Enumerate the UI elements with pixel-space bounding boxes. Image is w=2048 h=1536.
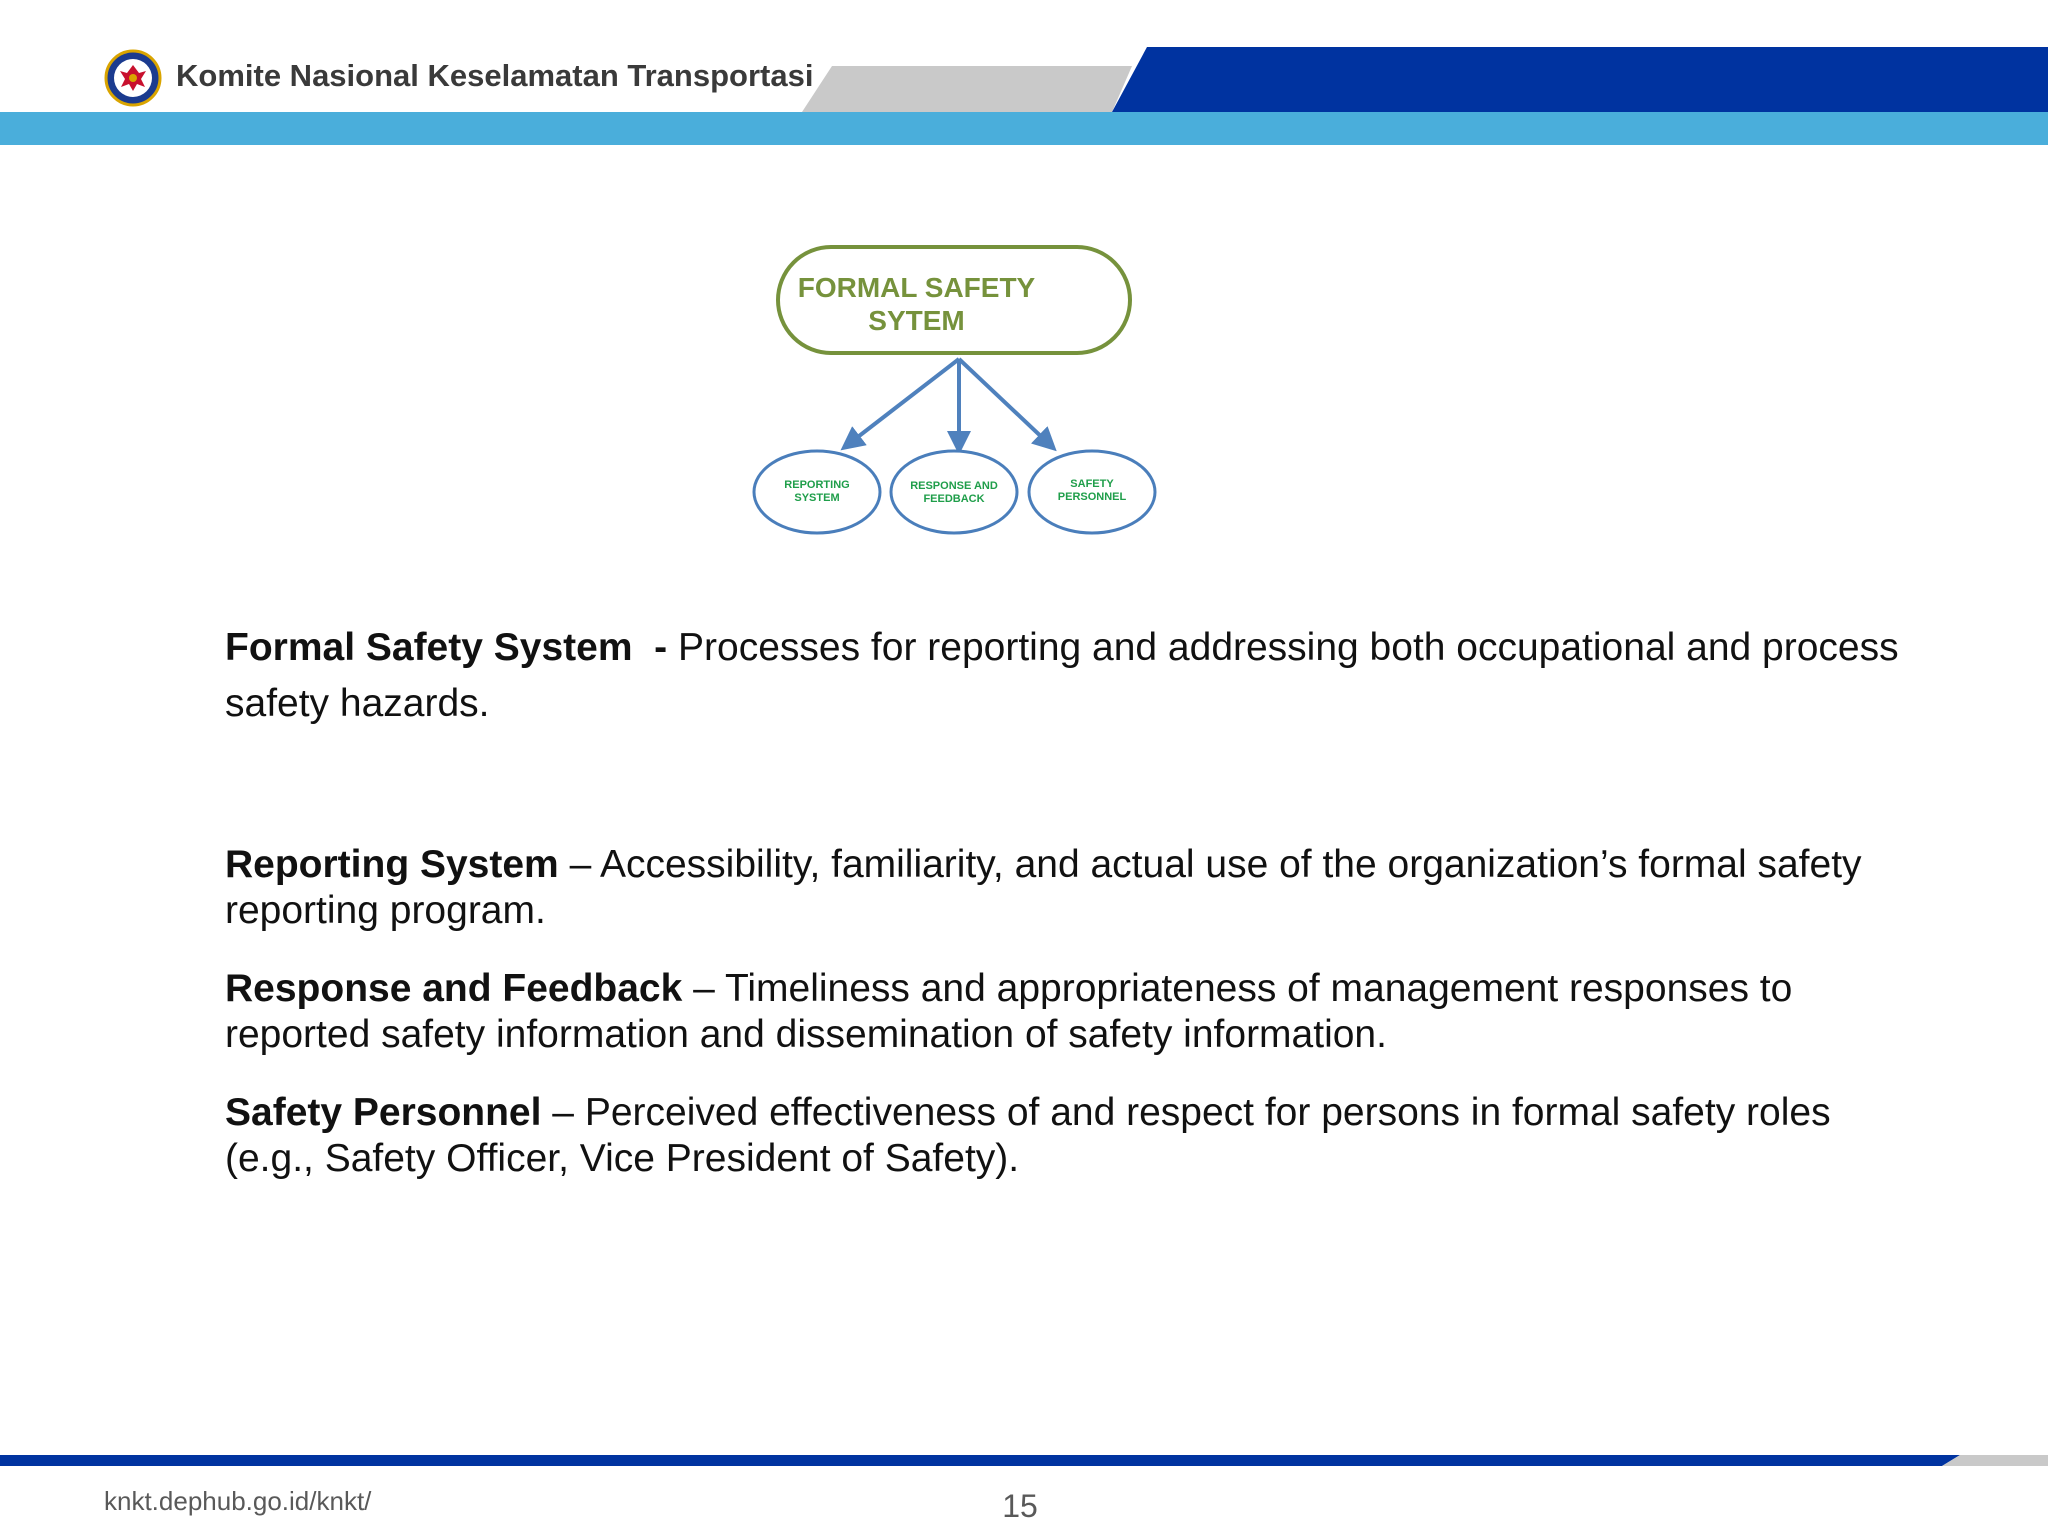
child-line-1: RESPONSE AND <box>910 480 998 492</box>
page-number: 15 <box>1002 1488 1038 1524</box>
child-line-1: REPORTING <box>784 479 850 491</box>
definition-text: Accessibility, familiarity, and actual use of the organization’s formal safety reporting program. <box>225 843 1862 932</box>
light-blue-band <box>0 112 2048 145</box>
definition-separator: – <box>558 843 600 886</box>
organization-name: Komite Nasional Keselamatan Transportasi <box>176 58 814 93</box>
definition-term: Response and Feedback <box>225 967 683 1010</box>
footer-dark-blue-band <box>0 1455 1960 1466</box>
definition-text: Processes for reporting and addressing both occupational and process safety hazards. <box>225 626 1899 725</box>
root-line-2: SYTEM <box>868 305 965 336</box>
child-line-2: FEEDBACK <box>923 493 985 505</box>
knkt-logo-icon <box>104 49 162 107</box>
definition-text: Perceived effectiveness of and respect for persons in formal safety roles (e.g., Safety Officer, Vice President of Safety). <box>225 1091 1831 1180</box>
arrow-to-reporting <box>850 359 959 443</box>
definition-separator: – <box>541 1091 585 1134</box>
formal-safety-diagram <box>740 235 1180 545</box>
child-line-1: SAFETY <box>1070 478 1114 490</box>
definition-safety-personnel <box>225 1090 1905 1182</box>
footer-band <box>0 1452 2048 1472</box>
definition-text: Timeliness and appropriateness of management responses to reported safety information and dissemination of safety information. <box>225 967 1793 1056</box>
definitions-list <box>225 620 1905 1182</box>
definition-term: Reporting System <box>225 843 559 886</box>
dark-blue-band <box>1112 47 2048 112</box>
child-node-reporting-label <box>757 479 877 505</box>
definition-term: Safety Personnel <box>225 1091 542 1134</box>
definition-reporting-system <box>225 842 1905 934</box>
root-line-1: FORMAL SAFETY <box>797 272 1036 303</box>
definition-response-and-feedback <box>225 966 1905 1058</box>
footer-url: knkt.dephub.go.id/knkt/ <box>104 1486 372 1516</box>
arrow-to-personnel <box>959 359 1048 443</box>
grey-band <box>802 66 1132 112</box>
child-line-2: SYSTEM <box>794 492 840 504</box>
definition-formal-safety-system <box>225 620 1905 732</box>
child-node-personnel-label <box>1032 478 1152 504</box>
definition-separator: - <box>632 626 679 669</box>
footer-shapes <box>0 1452 2048 1472</box>
footer-grey-band <box>1942 1455 2048 1466</box>
child-line-2: PERSONNEL <box>1057 491 1127 503</box>
header-banner <box>0 0 2048 150</box>
root-node-label <box>780 271 1053 337</box>
definition-term: Formal Safety System <box>225 626 633 669</box>
definition-separator: – <box>682 967 725 1010</box>
child-node-response-label <box>894 480 1014 506</box>
